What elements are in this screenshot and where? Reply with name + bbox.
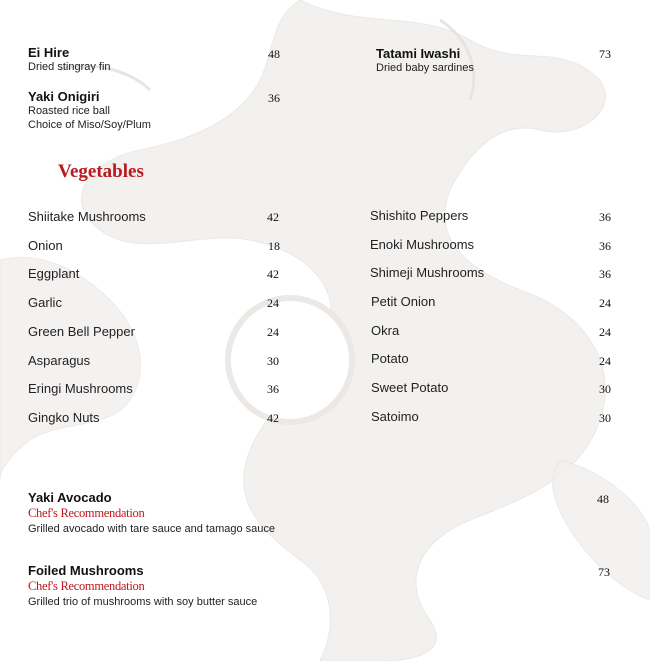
menu-item-ei-hire (28, 45, 111, 74)
list-item: Onion (28, 238, 63, 253)
item-price: 30 (267, 354, 279, 368)
section-title-vegetables: Vegetables (58, 161, 144, 182)
item-price: 73 (598, 565, 610, 579)
list-item: Eringi Mushrooms (28, 381, 133, 396)
item-description: Roasted rice ball (28, 105, 110, 117)
item-price: 42 (267, 267, 279, 281)
item-price: 36 (599, 267, 611, 281)
list-item: Petit Onion (371, 294, 436, 309)
item-price: 36 (267, 382, 279, 396)
menu-item-tatami-iwashi (376, 46, 474, 75)
menu-item-yaki-avocado (28, 490, 275, 536)
item-price: 48 (268, 47, 280, 61)
list-item: Okra (371, 323, 400, 338)
item-price: 24 (267, 325, 279, 339)
item-description: Dried stingray fin (28, 61, 111, 73)
item-price: 24 (599, 296, 611, 310)
item-price: 36 (599, 210, 611, 224)
list-item: Sweet Potato (371, 380, 449, 395)
item-name: Yaki Onigiri (28, 89, 100, 104)
menu-item-yaki-onigiri (28, 89, 151, 132)
item-price: 24 (599, 354, 611, 368)
item-price: 30 (599, 382, 611, 396)
item-price: 30 (599, 411, 611, 425)
item-name: Foiled Mushrooms (28, 563, 144, 578)
item-price: 36 (599, 239, 611, 253)
list-item: Green Bell Pepper (28, 324, 135, 339)
item-description: Choice of Miso/Soy/Plum (28, 119, 151, 131)
list-item: Asparagus (28, 353, 91, 368)
item-description: Grilled trio of mushrooms with soy butter sauce (28, 596, 258, 608)
chefs-recommendation-tag: Chef's Recommendation (28, 506, 145, 520)
item-price: 18 (268, 239, 280, 253)
list-item: Shiitake Mushrooms (28, 209, 146, 224)
list-item: Shimeji Mushrooms (370, 265, 485, 280)
item-price: 36 (268, 91, 280, 105)
item-price: 24 (599, 325, 611, 339)
item-price: 42 (267, 210, 279, 224)
list-item: Eggplant (28, 266, 80, 281)
list-item: Gingko Nuts (28, 410, 100, 425)
item-description: Dried baby sardines (376, 62, 474, 74)
menu-item-foiled-mushrooms (28, 563, 257, 609)
item-price: 42 (267, 411, 279, 425)
list-item: Potato (371, 351, 409, 366)
list-item: Enoki Mushrooms (370, 237, 475, 252)
item-name: Ei Hire (28, 45, 70, 60)
list-item: Garlic (28, 295, 62, 310)
item-name: Yaki Avocado (28, 490, 112, 505)
list-item: Shishito Peppers (370, 208, 469, 223)
chefs-recommendation-tag: Chef's Recommendation (28, 579, 145, 593)
item-price: 24 (267, 296, 279, 310)
item-price: 48 (597, 492, 609, 506)
item-price: 73 (599, 47, 611, 61)
list-item: Satoimo (371, 409, 419, 424)
item-description: Grilled avocado with tare sauce and tamago sauce (28, 523, 276, 535)
item-name: Tatami Iwashi (376, 46, 461, 61)
